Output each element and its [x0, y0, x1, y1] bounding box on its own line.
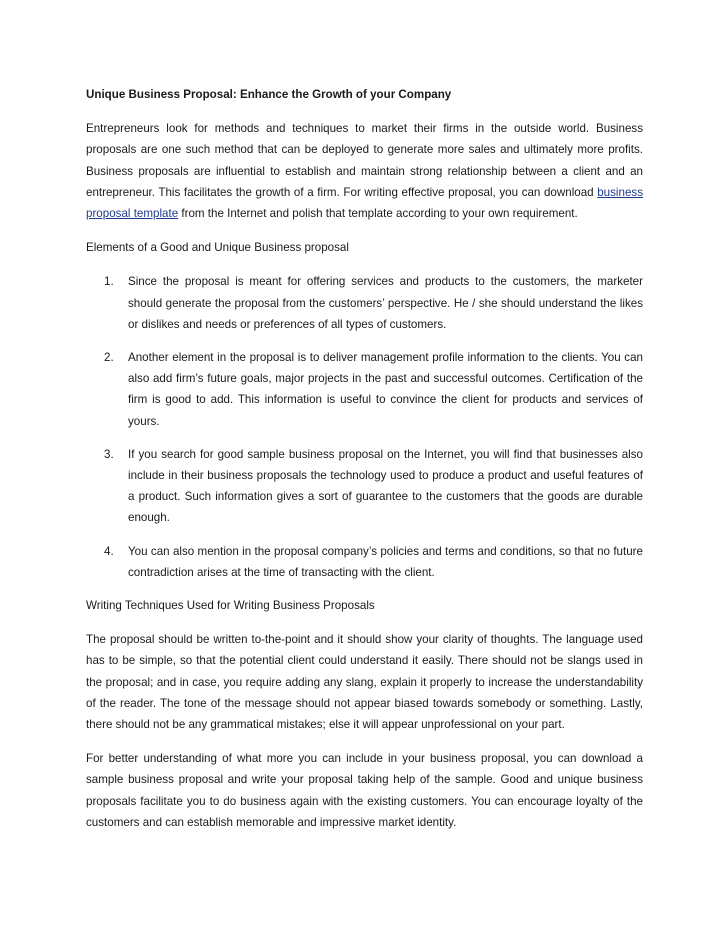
elements-list [86, 271, 643, 583]
intro-text-before-link: Entrepreneurs look for methods and techniques to market their firms in the outside world. Business proposals are one such method that can be deployed to generate more sales and ultimately more profits. Business proposals are influential to establish and maintain strong relationship between a client and an entrepreneur. This facilitates the growth of a firm. For writing effective proposal, you can download [86, 122, 643, 199]
language-paragraph: The proposal should be written to-the-point and it should show your clarity of thoughts. The language used has to be simple, so that the potential client could understand it easily. There should not be slangs used in the proposal; and in case, you require adding any slang, explain it properly to increase the understandability of the reader. The tone of the message should not appear biased towards somebody or something. Lastly, there should not be any grammatical mistakes; else it will appear unprofessional on your part. [86, 633, 643, 732]
list-item-text: Another element in the proposal is to deliver management profile information to the clients. You can also add firm’s future goals, major projects in the past and successful outcomes. Certification of the firm is good to add. This information is useful to convince the client for products and services of yours. [128, 351, 643, 428]
list-item-text: You can also mention in the proposal company’s policies and terms and conditions, so that no future contradiction arises at the time of transacting with the client. [128, 544, 643, 579]
intro-text-after-link: from the Internet and polish that template according to your own requirement. [178, 207, 578, 221]
list-item-text: Since the proposal is meant for offering services and products to the customers, the marketer should generate the proposal from the customers’ perspective. He / she should understand the likes or dislikes and needs or preferences of all types of customers. [128, 275, 643, 331]
list-item [86, 271, 643, 335]
intro-paragraph [86, 118, 643, 224]
list-item-number: 2. [104, 351, 114, 365]
techniques-heading: Writing Techniques Used for Writing Business Proposals [86, 599, 375, 613]
business-proposal-template-link[interactable]: business proposal template [86, 185, 643, 221]
list-item [86, 347, 643, 432]
list-item-text: If you search for good sample business proposal on the Internet, you will find that businesses also include in their business proposals the technology used to produce a product and useful features of a product. Such information gives a sort of guarantee to the customers that the goods are durable enough. [128, 447, 643, 525]
elements-heading: Elements of a Good and Unique Business proposal [86, 241, 349, 255]
document-page [86, 84, 643, 846]
document-title: Unique Business Proposal: Enhance the Growth of your Company [86, 88, 452, 101]
list-item-number: 4. [104, 544, 114, 558]
list-item-number: 1. [104, 275, 114, 289]
list-item [86, 444, 643, 529]
list-item [86, 541, 643, 583]
closing-paragraph: For better understanding of what more you can include in your business proposal, you can download a sample business proposal and write your proposal taking help of the sample. Good and unique business proposals facilitate you to do business again with the existing customers. You can encourage loyalty of the customers and can establish memorable and impressive market identity. [86, 752, 643, 829]
list-item-number: 3. [104, 447, 114, 461]
